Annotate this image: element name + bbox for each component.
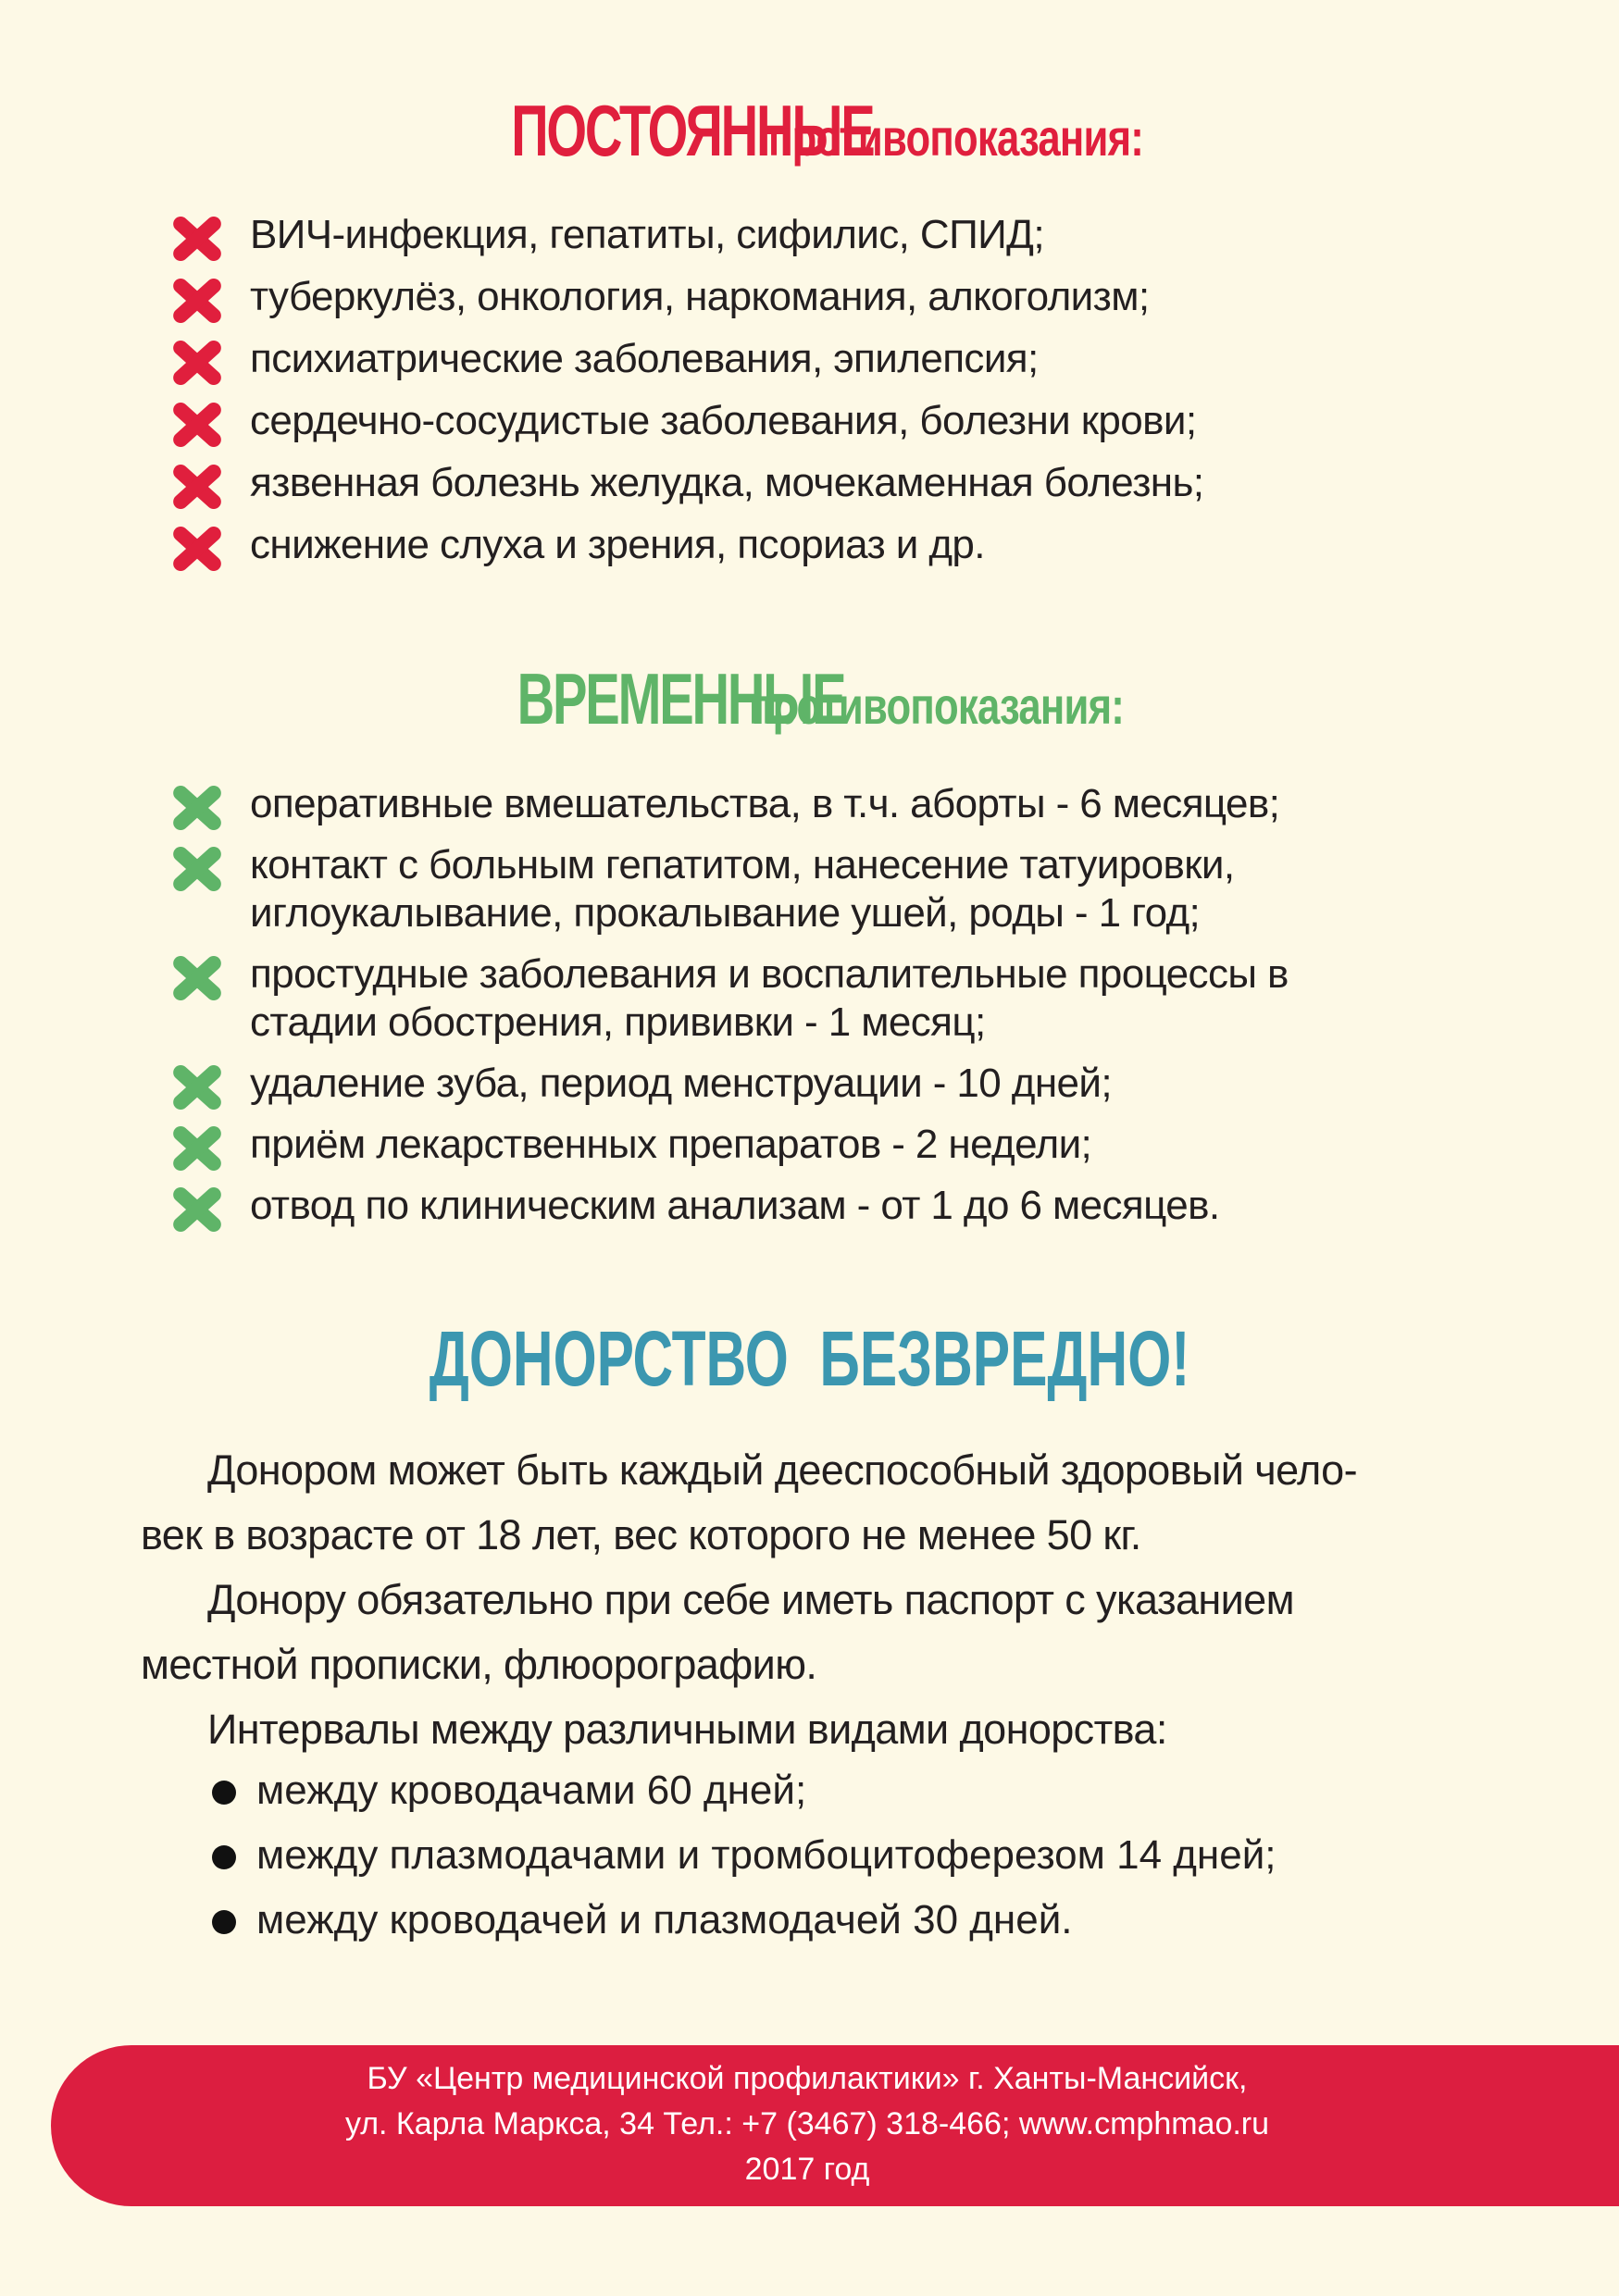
green-cross-icon [171, 1063, 223, 1111]
temporary-item-text: приём лекарственных препаратов - 2 недели; [250, 1122, 1092, 1167]
permanent-item-text: психиатрические заболевания, эпилепсия; [250, 336, 1039, 381]
interval-item-text: между плазмодачами и тромбоцитоферезом 14 дней; [256, 1832, 1277, 1878]
list-item [208, 1823, 1277, 1888]
list-item [171, 459, 1203, 507]
footer-organization: БУ «Центр медицинской профилактики» г. Ханты-Мансийск, [367, 2061, 1248, 2096]
footer-year: 2017 год [744, 2152, 870, 2187]
footer-address: ул. Карла Маркса, 34 Тел.: +7 (3467) 318-466; www.cmphmao.ru [344, 2106, 1270, 2141]
temporary-heading-small: противопоказания: [748, 676, 1124, 735]
permanent-item-text: туберкулёз, онкология, наркомания, алкоголизм; [250, 274, 1150, 319]
donor-paragraph-line2: век в возрасте от 18 лет, вес которого не менее 50 кг. [141, 1511, 1141, 1558]
temporary-heading [0, 657, 1619, 741]
black-dot-icon [212, 1910, 236, 1934]
interval-item-text: между кроводачей и плазмодачей 30 дней. [256, 1897, 1073, 1942]
temporary-item-text: удаление зуба, период менструации - 10 дней; [250, 1061, 1113, 1106]
list-item [171, 780, 1289, 828]
green-cross-icon [171, 1124, 223, 1173]
intervals-list [208, 1758, 1277, 1953]
temporary-heading-big: ВРЕМЕННЫЕ [517, 658, 845, 739]
footer-banner [51, 2045, 1619, 2206]
list-item [171, 397, 1203, 445]
passport-paragraph-line1: Донору обязательно при себе иметь паспорт с указанием [207, 1576, 1294, 1623]
green-cross-icon [171, 784, 223, 832]
donor-paragraph [141, 1438, 1501, 1762]
red-cross-icon [171, 215, 223, 263]
list-item [171, 950, 1289, 1047]
permanent-list [171, 211, 1203, 583]
black-dot-icon [212, 1781, 236, 1805]
interval-item-text: между кроводачами 60 дней; [256, 1768, 807, 1813]
permanent-item-text: язвенная болезнь желудка, мочекаменная болезнь; [250, 460, 1204, 505]
passport-paragraph-line2: местной прописки, флюорографию. [141, 1641, 817, 1688]
temporary-item-text: оперативные вмешательства, в т.ч. аборты - 6 месяцев; [250, 781, 1280, 826]
red-cross-icon [171, 339, 223, 387]
red-cross-icon [171, 525, 223, 573]
temporary-item-text-line1: контакт с больным гепатитом, нанесение татуировки, [250, 842, 1235, 887]
permanent-heading [0, 89, 1619, 173]
safe-heading [0, 1314, 1619, 1404]
list-item [208, 1888, 1277, 1953]
list-item [171, 1121, 1289, 1169]
permanent-item-text: сердечно-сосудистые заболевания, болезни крови; [250, 398, 1197, 443]
safe-heading-text: ДОНОРСТВО БЕЗВРЕДНО! [429, 1315, 1190, 1402]
red-cross-icon [171, 463, 223, 511]
list-item [171, 335, 1203, 383]
list-item [171, 1182, 1289, 1230]
black-dot-icon [212, 1845, 236, 1869]
permanent-item-text: ВИЧ-инфекция, гепатиты, сифилис, СПИД; [250, 212, 1044, 257]
green-cross-icon [171, 954, 223, 1002]
temporary-list [171, 780, 1289, 1243]
temporary-item-text-line1: простудные заболевания и воспалительные процессы в [250, 951, 1289, 997]
list-item [171, 211, 1203, 259]
temporary-item-text-line2: иглоукалывание, прокалывание ушей, роды - 1 год; [250, 890, 1201, 936]
list-item [171, 521, 1203, 569]
red-cross-icon [171, 401, 223, 449]
intervals-paragraph: Интервалы между различными видами донорства: [207, 1706, 1167, 1753]
donor-paragraph-line1: Донором может быть каждый дееспособный здоровый чело- [207, 1446, 1357, 1494]
temporary-item-text: отвод по клиническим анализам - от 1 до 6 месяцев. [250, 1183, 1220, 1228]
red-cross-icon [171, 277, 223, 325]
list-item [171, 1060, 1289, 1108]
list-item [208, 1758, 1277, 1823]
green-cross-icon [171, 845, 223, 893]
permanent-heading-small: противопоказания: [767, 108, 1143, 167]
temporary-item-text-line2: стадии обострения, прививки - 1 месяц; [250, 999, 986, 1045]
list-item [171, 273, 1203, 321]
permanent-heading-big: ПОСТОЯННЫЕ [511, 90, 874, 171]
green-cross-icon [171, 1185, 223, 1234]
permanent-item-text: снижение слуха и зрения, псориаз и др. [250, 522, 985, 567]
list-item [171, 841, 1289, 937]
